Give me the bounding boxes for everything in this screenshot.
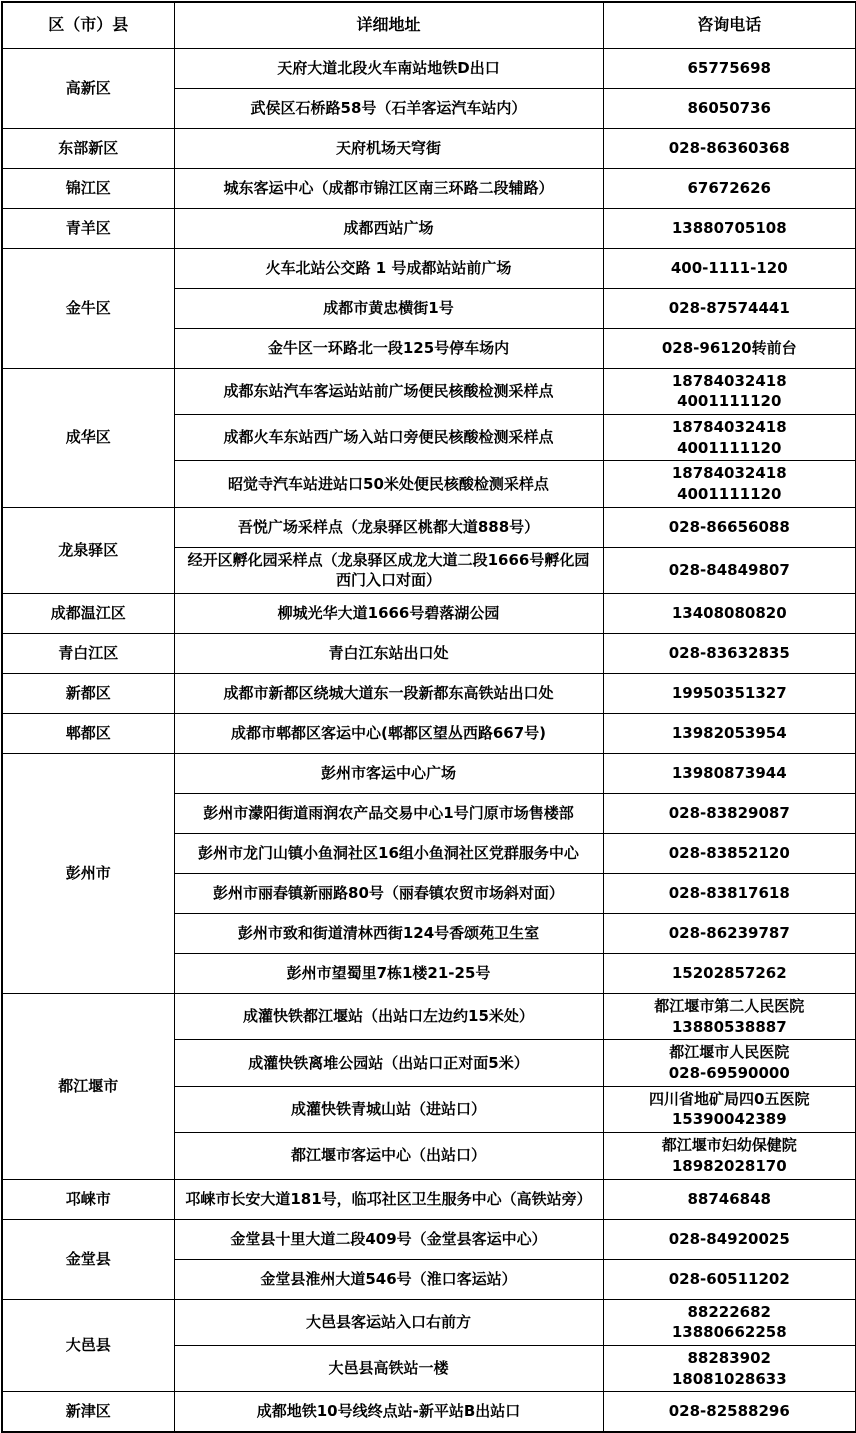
district-cell: 郫都区 <box>2 714 174 754</box>
address-cell: 火车北站公交路 1 号成都站站前广场 <box>174 248 603 288</box>
address-cell: 经开区孵化园采样点（龙泉驿区成龙大道二段1666号孵化园西门入口对面） <box>174 547 603 593</box>
district-cell: 高新区 <box>2 48 174 128</box>
address-cell: 城东客运中心（成都市锦江区南三环路二段辅路） <box>174 168 603 208</box>
table-row <box>2 1179 856 1219</box>
phone-cell: 都江堰市人民医院 028-69590000 <box>603 1040 856 1086</box>
phone-cell: 028-60511202 <box>603 1259 856 1299</box>
address-cell: 成都市新都区绕城大道东一段新都东高铁站出口处 <box>174 674 603 714</box>
address-cell: 成灌快铁都江堰站（出站口左边约15米处） <box>174 994 603 1040</box>
phone-cell: 都江堰市妇幼保健院 18982028170 <box>603 1133 856 1179</box>
phone-cell: 65775698 <box>603 48 856 88</box>
phone-cell: 18784032418 4001111120 <box>603 368 856 414</box>
phone-cell: 13982053954 <box>603 714 856 754</box>
table-row <box>2 1219 856 1259</box>
table-row <box>2 368 856 414</box>
phone-cell: 15202857262 <box>603 954 856 994</box>
address-cell: 成灌快铁青城山站（进站口） <box>174 1086 603 1132</box>
district-cell: 青羊区 <box>2 208 174 248</box>
phone-cell: 88283902 18081028633 <box>603 1345 856 1391</box>
address-cell: 天府大道北段火车南站地铁D出口 <box>174 48 603 88</box>
phone-cell: 028-86656088 <box>603 507 856 547</box>
address-cell: 成都火车东站西广场入站口旁便民核酸检测采样点 <box>174 414 603 460</box>
header-address: 详细地址 <box>174 2 603 48</box>
district-cell: 都江堰市 <box>2 994 174 1180</box>
address-cell: 武侯区石桥路58号（石羊客运汽车站内） <box>174 88 603 128</box>
district-cell: 成都温江区 <box>2 594 174 634</box>
address-cell: 大邑县高铁站一楼 <box>174 1345 603 1391</box>
district-cell: 邛崃市 <box>2 1179 174 1219</box>
address-cell: 邛崃市长安大道181号，临邛社区卫生服务中心（高铁站旁） <box>174 1179 603 1219</box>
address-cell: 彭州市龙门山镇小鱼洞社区16组小鱼洞社区党群服务中心 <box>174 834 603 874</box>
header-row <box>2 2 856 48</box>
district-cell: 锦江区 <box>2 168 174 208</box>
header-phone: 咨询电话 <box>603 2 856 48</box>
phone-cell: 028-84920025 <box>603 1219 856 1259</box>
table-row <box>2 128 856 168</box>
phone-cell: 13880705108 <box>603 208 856 248</box>
header-district: 区（市）县 <box>2 2 174 48</box>
phone-cell: 88746848 <box>603 1179 856 1219</box>
phone-cell: 都江堰市第二人民医院 13880538887 <box>603 994 856 1040</box>
table-row <box>2 714 856 754</box>
table-body <box>2 48 856 1432</box>
address-cell: 都江堰市客运中心（出站口） <box>174 1133 603 1179</box>
phone-cell: 028-83852120 <box>603 834 856 874</box>
district-cell: 金堂县 <box>2 1219 174 1299</box>
district-cell: 龙泉驿区 <box>2 507 174 593</box>
phone-cell: 028-83632835 <box>603 634 856 674</box>
table-row <box>2 634 856 674</box>
address-cell: 彭州市濛阳街道雨润农产品交易中心1号门原市场售楼部 <box>174 794 603 834</box>
district-cell: 东部新区 <box>2 128 174 168</box>
phone-cell: 13980873944 <box>603 754 856 794</box>
address-cell: 成都市郫都区客运中心(郫都区望丛西路667号) <box>174 714 603 754</box>
table-row <box>2 994 856 1040</box>
phone-cell: 028-87574441 <box>603 288 856 328</box>
phone-cell: 028-86239787 <box>603 914 856 954</box>
address-cell: 金堂县十里大道二段409号（金堂县客运中心） <box>174 1219 603 1259</box>
table-row <box>2 1392 856 1432</box>
phone-cell: 400-1111-120 <box>603 248 856 288</box>
district-cell: 金牛区 <box>2 248 174 368</box>
address-cell: 彭州市丽春镇新丽路80号（丽春镇农贸市场斜对面） <box>174 874 603 914</box>
district-cell: 成华区 <box>2 368 174 507</box>
phone-cell: 18784032418 4001111120 <box>603 414 856 460</box>
table-row <box>2 208 856 248</box>
phone-cell: 028-96120转前台 <box>603 328 856 368</box>
district-cell: 新津区 <box>2 1392 174 1432</box>
address-cell: 青白江东站出口处 <box>174 634 603 674</box>
table-row <box>2 168 856 208</box>
table-row <box>2 1299 856 1345</box>
address-cell: 彭州市望蜀里7栋1楼21-25号 <box>174 954 603 994</box>
phone-cell: 028-86360368 <box>603 128 856 168</box>
address-cell: 吾悦广场采样点（龙泉驿区桃都大道888号） <box>174 507 603 547</box>
table-row <box>2 674 856 714</box>
phone-cell: 13408080820 <box>603 594 856 634</box>
address-cell: 彭州市致和街道清林西街124号香颂苑卫生室 <box>174 914 603 954</box>
district-cell: 大邑县 <box>2 1299 174 1392</box>
district-cell: 新都区 <box>2 674 174 714</box>
table-row <box>2 754 856 794</box>
address-cell: 昭觉寺汽车站进站口50米处便民核酸检测采样点 <box>174 461 603 507</box>
district-cell: 青白江区 <box>2 634 174 674</box>
phone-cell: 18784032418 4001111120 <box>603 461 856 507</box>
address-cell: 成都东站汽车客运站站前广场便民核酸检测采样点 <box>174 368 603 414</box>
phone-cell: 028-83829087 <box>603 794 856 834</box>
phone-cell: 88222682 13880662258 <box>603 1299 856 1345</box>
phone-cell: 028-83817618 <box>603 874 856 914</box>
testing-sites-table <box>1 1 856 1433</box>
table-row <box>2 248 856 288</box>
address-cell: 天府机场天穹街 <box>174 128 603 168</box>
phone-cell: 67672626 <box>603 168 856 208</box>
phone-cell: 028-82588296 <box>603 1392 856 1432</box>
phone-cell: 19950351327 <box>603 674 856 714</box>
table-row <box>2 48 856 88</box>
address-cell: 成都西站广场 <box>174 208 603 248</box>
address-cell: 柳城光华大道1666号碧落湖公园 <box>174 594 603 634</box>
address-cell: 彭州市客运中心广场 <box>174 754 603 794</box>
address-cell: 成都地铁10号线终点站-新平站B出站口 <box>174 1392 603 1432</box>
table-row <box>2 507 856 547</box>
table-row <box>2 594 856 634</box>
address-cell: 成灌快铁离堆公园站（出站口正对面5米） <box>174 1040 603 1086</box>
address-cell: 金牛区一环路北一段125号停车场内 <box>174 328 603 368</box>
phone-cell: 028-84849807 <box>603 547 856 593</box>
table-header <box>2 2 856 48</box>
address-cell: 金堂县淮州大道546号（淮口客运站） <box>174 1259 603 1299</box>
district-cell: 彭州市 <box>2 754 174 994</box>
address-cell: 成都市黄忠横街1号 <box>174 288 603 328</box>
address-cell: 大邑县客运站入口右前方 <box>174 1299 603 1345</box>
phone-cell: 四川省地矿局四0五医院 15390042389 <box>603 1086 856 1132</box>
phone-cell: 86050736 <box>603 88 856 128</box>
